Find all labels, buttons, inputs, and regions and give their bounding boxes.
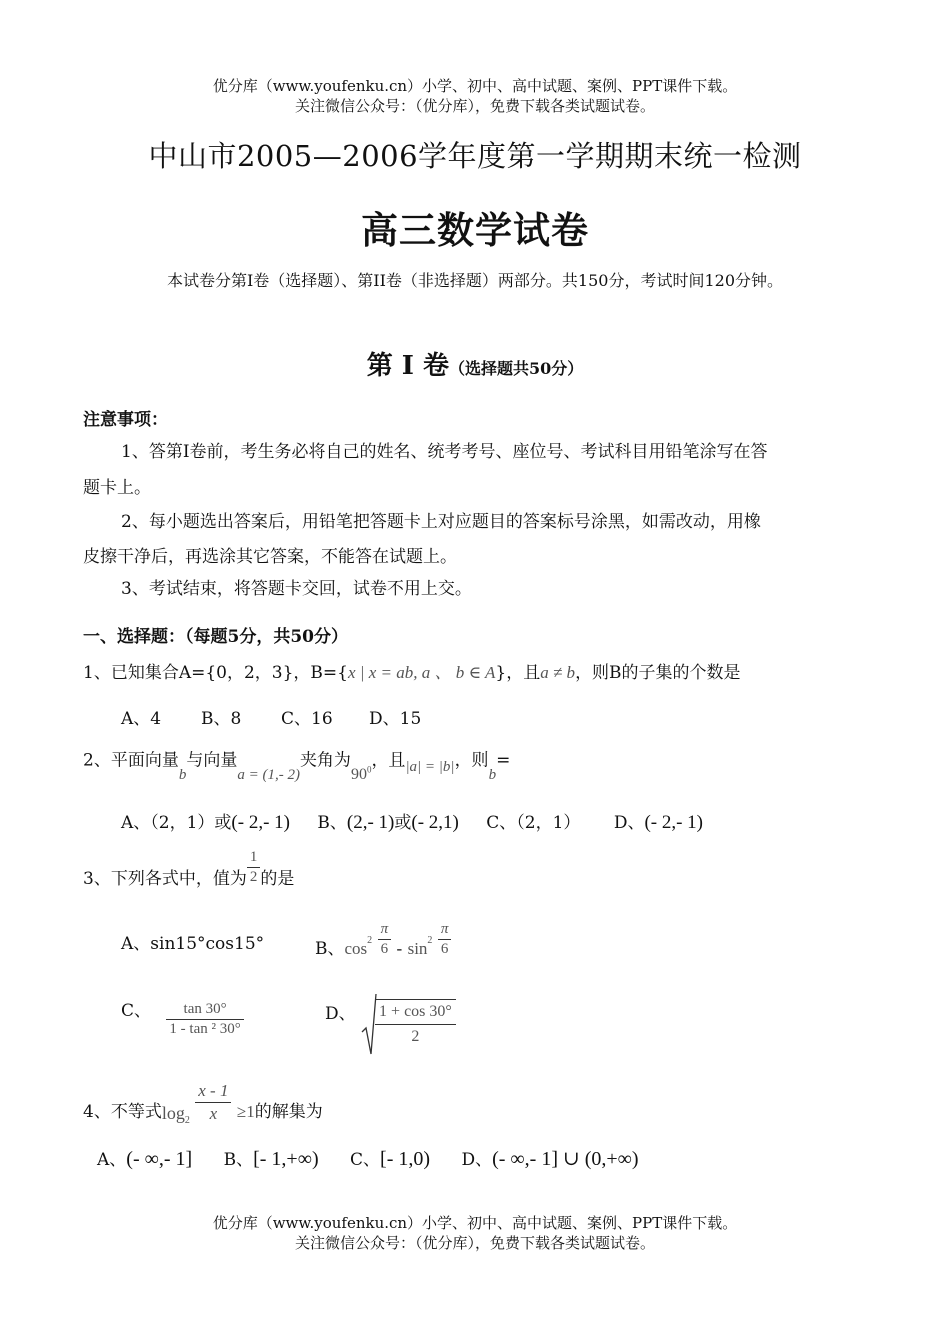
q4-option-a-math: (- ∞,- 1] (126, 1148, 193, 1170)
q2-option-c: C、（2，1） (486, 813, 581, 833)
q4-options (97, 1145, 639, 1171)
q3-option-b-sin: sin (407, 939, 428, 958)
q3-post: 的是 (260, 869, 295, 889)
q3-option-b-frac-2 (438, 920, 452, 959)
exam-intro: 本试卷分第I卷（选择题）、第II卷（非选择题）两部分。共150分，考试时间120分钟。 (166, 271, 784, 290)
q4-log-base: 2 (184, 1115, 190, 1127)
q2-mid3: ，且 (371, 750, 406, 771)
q2-pre: 2、平面向量 (83, 750, 179, 771)
q4-log: log (161, 1103, 185, 1123)
q4-option-c-math: [- 1,0) (380, 1148, 431, 1170)
q3-option-b-label: B、 (315, 939, 345, 959)
section-1-label: 第 I 卷 (366, 351, 449, 381)
notice-heading: 注意事项： (83, 410, 168, 430)
q3-option-b-pi-1: π (378, 920, 392, 940)
q2-mid2: 夹角为 (299, 750, 351, 771)
q3-option-b (315, 920, 451, 959)
q1-option-d: D、15 (369, 709, 422, 729)
header-line-1: 优分库（www.youfenku.cn）小学、初中、高中试题、案例、PPT课件下载。 (212, 77, 738, 95)
notice-item-2-line-1: 2、每小题选出答案后，用铅笔把答题卡上对应题目的答案标号涂黑，如需改动，用橡 (121, 512, 761, 532)
q4-option-a: A、 (97, 1150, 127, 1170)
q3-option-a: A、sin15°cos15° (121, 934, 265, 954)
q2-option-d-math: (- 2,- 1) (644, 812, 704, 833)
q2-angle-value: 90 (350, 766, 367, 784)
header-line-2: 关注微信公众号：（优分库），免费下载各类试题试卷。 (294, 97, 655, 115)
q2-vector-a: a = (1,- 2) (237, 767, 300, 784)
q1-set: x | x = ab, a 、 b ∈ A (347, 663, 496, 682)
question-2 (83, 744, 511, 784)
notice-item-3-line-1: 3、考试结束，将答题卡交回，试卷不用上交。 (121, 579, 472, 599)
q2-option-b-math-2: (- 2,1) (411, 812, 459, 833)
q1-option-c: C、16 (281, 709, 333, 729)
section-1-note: （选择题共50分） (449, 359, 584, 378)
q1-mid: }，且 (495, 663, 541, 683)
q1-post: ，则B的子集的个数是 (575, 663, 741, 683)
q1-cond: a ≠ b (540, 663, 576, 682)
q3-option-c-frac (166, 1000, 243, 1039)
q2-option-b-or: 或 (394, 813, 412, 833)
q4-option-b-math: [- 1,+∞) (253, 1148, 319, 1170)
footer-line-1: 优分库（www.youfenku.cn）小学、初中、高中试题、案例、PPT课件下载。 (212, 1214, 738, 1232)
q4-fraction-num: x - 1 (195, 1080, 231, 1103)
q3-option-b-minus: - (396, 939, 403, 958)
q2-mid1: 与向量 (186, 750, 238, 771)
question-4 (83, 1080, 323, 1125)
q2-option-a: A、（2，1）或 (121, 813, 232, 833)
q4-fraction (195, 1080, 231, 1125)
q3-option-c (121, 1000, 244, 1039)
q1-pre: 1、已知集合A={0，2，3}，B={ (83, 663, 348, 683)
q1-option-a: A、4 (121, 709, 162, 729)
q2-option-d: D、 (613, 813, 645, 833)
q2-vector-b: b (178, 767, 187, 784)
q2-post: = (496, 750, 511, 771)
q4-pre: 4、不等式 (83, 1102, 162, 1122)
section-1-title (0, 345, 950, 382)
q3-option-d-den: 2 (411, 1028, 420, 1045)
q2-options (121, 808, 703, 834)
q3-option-b-pow-2: 2 (427, 935, 433, 947)
q3-option-b-pow-1: 2 (367, 935, 373, 947)
question-1 (83, 661, 741, 685)
q3-option-b-six-2: 6 (440, 941, 449, 957)
q3-pre: 3、下列各式中，值为 (83, 869, 247, 889)
q3-option-c-den: 1 - tan ² 30° (169, 1021, 241, 1037)
q3-option-d-num: 1 + cos 30° (375, 1000, 456, 1025)
q3-option-c-label: C、 (121, 1001, 152, 1021)
q3-option-c-num: tan 30° (166, 1000, 243, 1020)
q3-fraction-half (247, 848, 261, 887)
exam-title: 中山市2005—2006学年度第一学期期末统一检测 (148, 139, 802, 173)
q3-option-d (325, 992, 456, 1056)
question-3 (83, 848, 294, 887)
footer-line-2: 关注微信公众号：（优分库），免费下载各类试题试卷。 (294, 1234, 655, 1252)
q4-post: 的解集为 (254, 1102, 323, 1122)
q3-option-d-label: D、 (325, 1003, 356, 1024)
q3-fraction-den: 2 (249, 869, 258, 885)
q4-option-c: C、 (350, 1150, 381, 1170)
q3-option-b-cos: cos (344, 939, 368, 958)
q3-fraction-num: 1 (247, 848, 261, 868)
q2-mid4: ，则 (454, 750, 489, 771)
q2-cond: |a| = |b| (405, 759, 455, 776)
q4-option-d-math: (- ∞,- 1] ∪ (0,+∞) (492, 1148, 639, 1170)
part-1-heading: 一、选择题：（每题5分，共50分） (83, 627, 348, 647)
q2-angle-degree: 0 (366, 765, 372, 775)
notice-item-1-line-2: 题卡上。 (83, 478, 151, 498)
q4-option-d: D、 (461, 1150, 493, 1170)
q3-option-b-pi-2: π (438, 920, 452, 940)
exam-subtitle: 高三数学试卷 (361, 208, 589, 252)
q2-option-b: B、 (317, 813, 347, 833)
notice-item-1-line-1: 1、答第I卷前，考生务必将自己的姓名、统考考号、座位号、考试科目用铅笔涂写在答 (121, 442, 768, 462)
q3-option-b-frac-1 (378, 920, 392, 959)
q4-option-b: B、 (223, 1150, 254, 1170)
q2-vector-b-2: b (488, 767, 497, 784)
q2-option-a-math: (- 2,- 1) (231, 812, 290, 833)
q3-option-b-six-1: 6 (380, 941, 389, 957)
q2-angle (351, 766, 372, 783)
notice-item-2-line-2: 皮擦干净后，再选涂其它答案，不能答在试题上。 (83, 547, 457, 567)
q4-rhs: ≥1 (236, 1102, 255, 1121)
q4-fraction-den: x (209, 1104, 218, 1123)
q2-option-b-math-1: (2,- 1) (346, 812, 395, 833)
q1-option-b: B、8 (201, 709, 242, 729)
q3-option-d-frac (375, 999, 456, 1049)
